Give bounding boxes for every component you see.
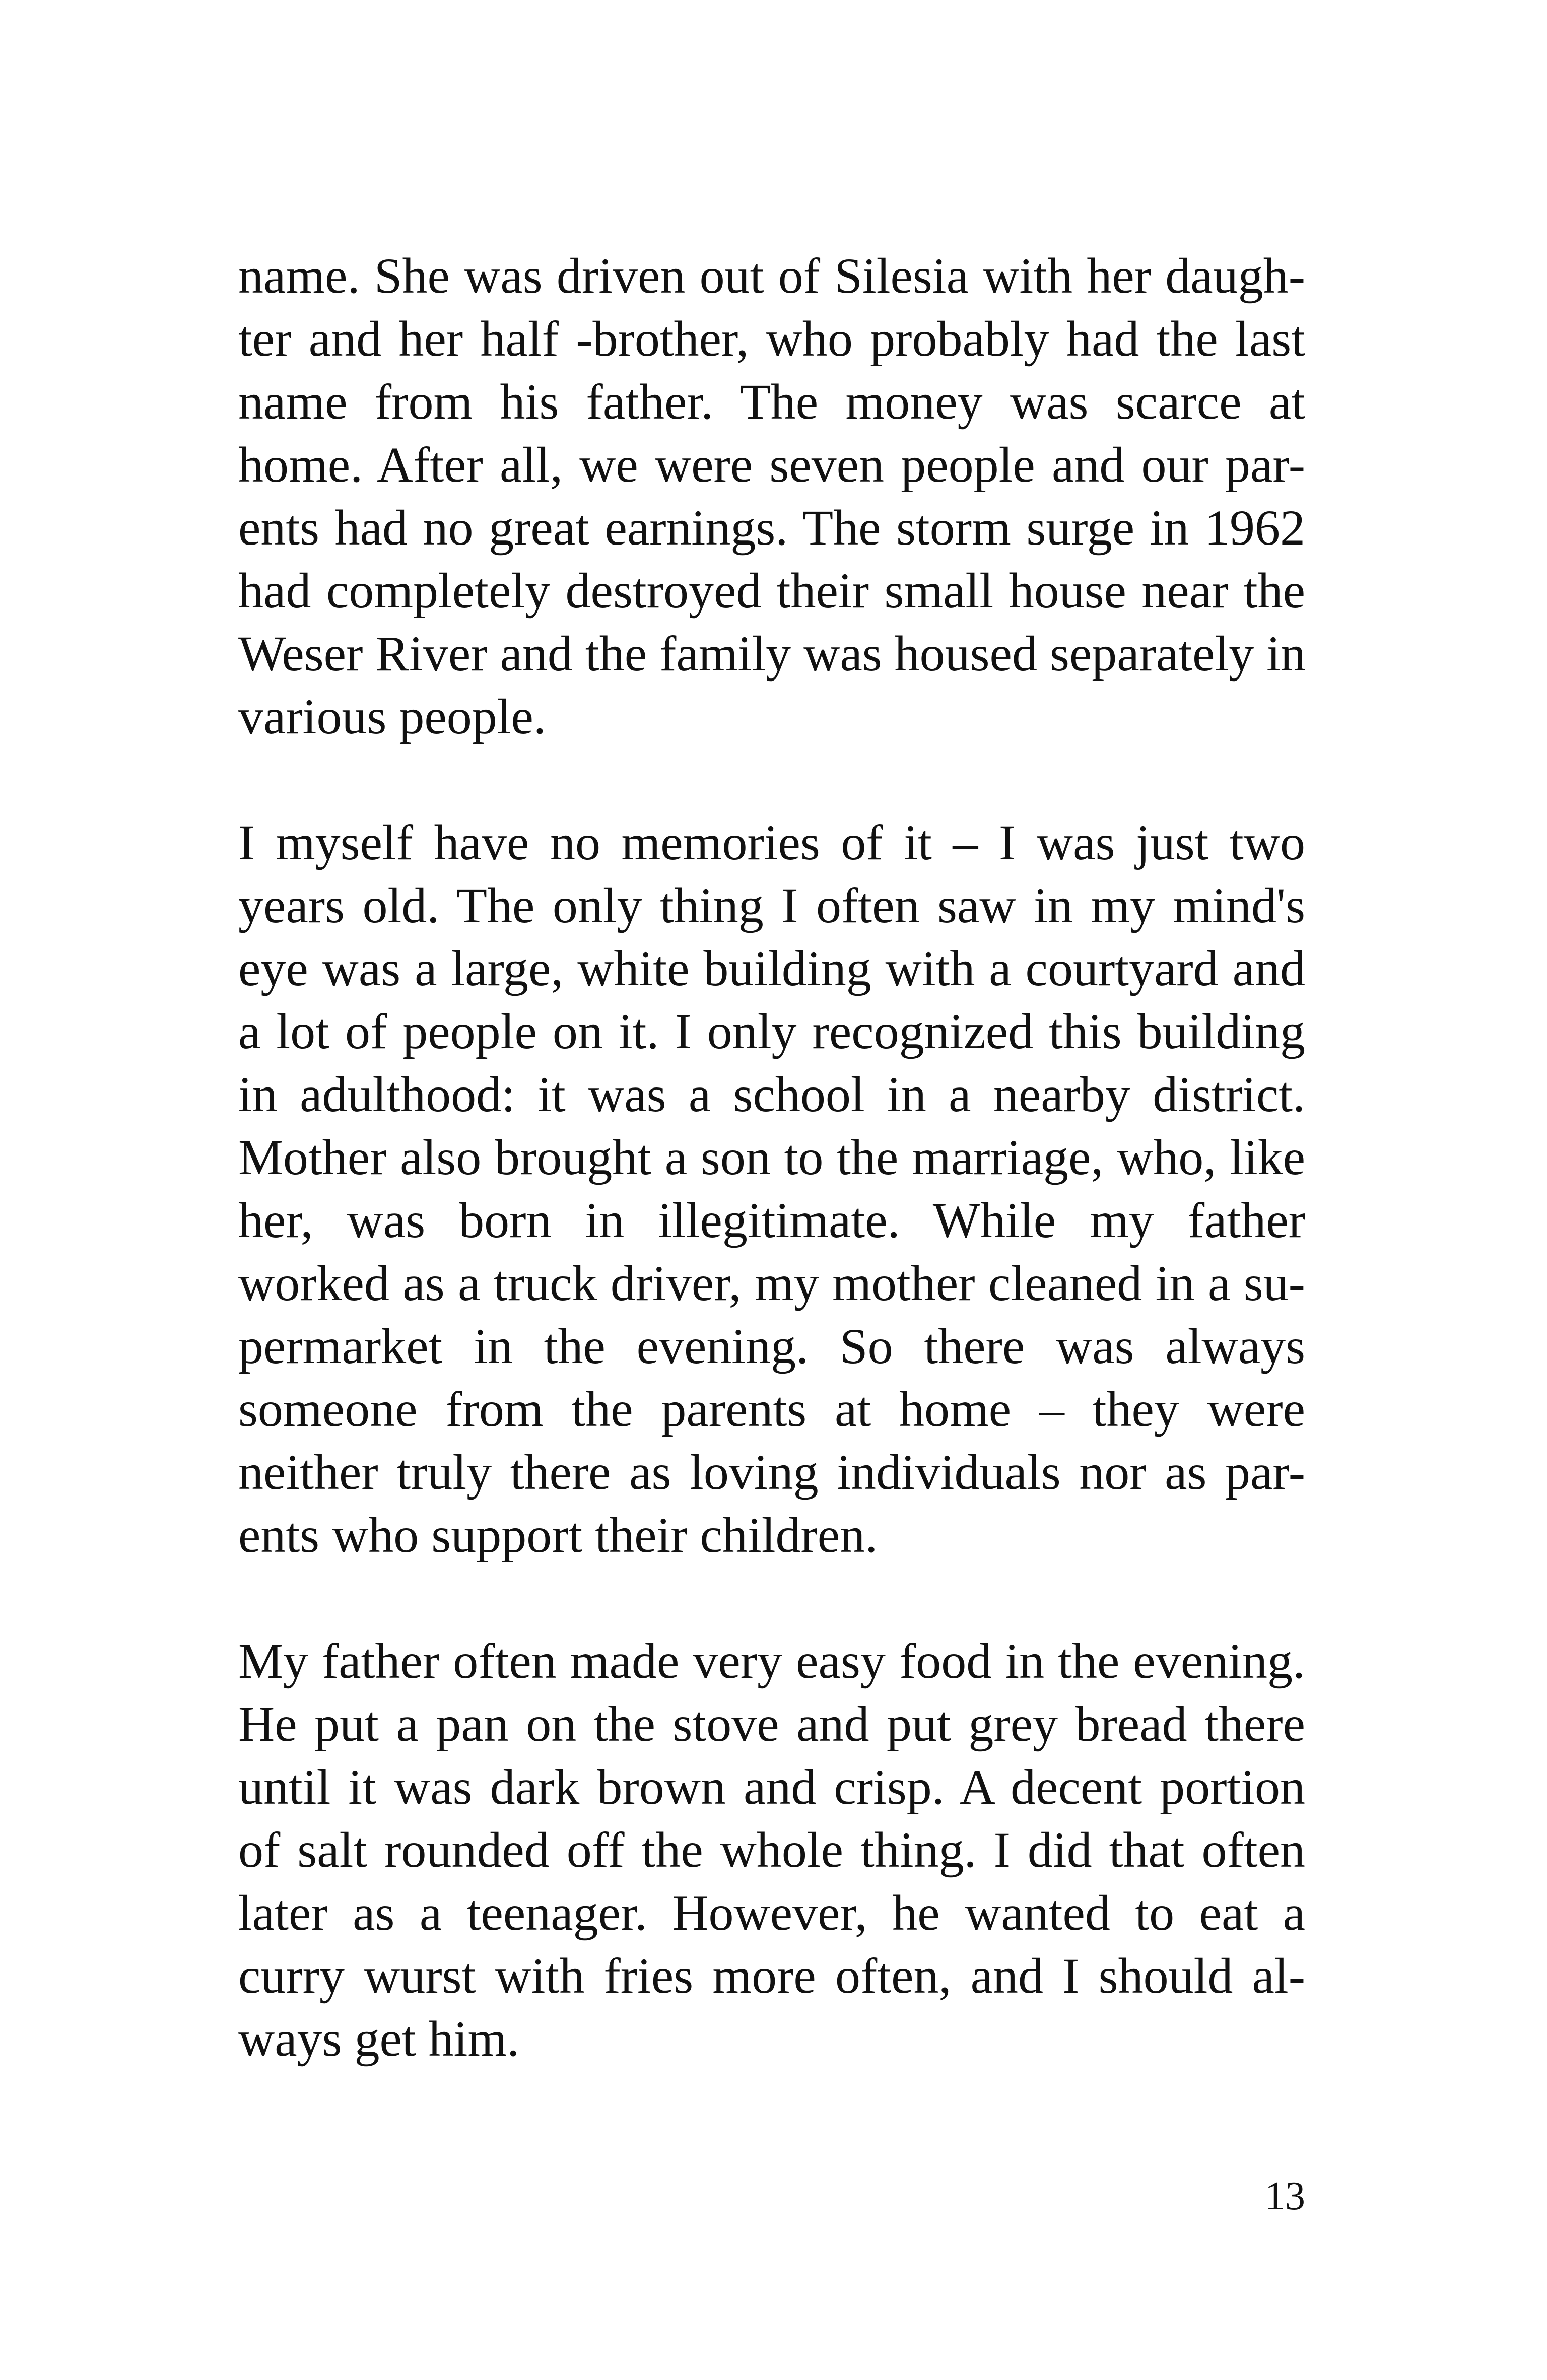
text-line: years old. The only thing I often saw in my mind's — [238, 877, 1305, 933]
text-line: eye was a large, white building with a courtyard and — [238, 940, 1305, 996]
text-line: home. After all, we were seven people and our par- — [238, 437, 1305, 493]
text-line: someone from the parents at home – they were — [238, 1381, 1305, 1437]
text-line: worked as a truck driver, my mother cleaned in a su- — [238, 1255, 1305, 1311]
text-line: her, was born in illegitimate. While my father — [238, 1192, 1305, 1248]
text-line: later as a teenager. However, he wanted to eat a — [238, 1885, 1305, 1941]
text-line: Mother also brought a son to the marriage, who, like — [238, 1129, 1305, 1185]
text-line: permarket in the evening. So there was always — [238, 1318, 1305, 1374]
paragraph-spacer — [238, 748, 1305, 811]
text-line: ways get him. — [238, 2011, 520, 2067]
text-line: had completely destroyed their small house near the — [238, 563, 1305, 619]
text-line: ents had no great earnings. The storm surge in 1962 — [238, 500, 1305, 556]
text-line: of salt rounded off the whole thing. I did that often — [238, 1822, 1305, 1878]
text-line: ents who support their children. — [238, 1507, 878, 1563]
text-line: neither truly there as loving individuals nor as par- — [238, 1444, 1305, 1500]
page-number: 13 — [1265, 2174, 1305, 2218]
text-line: ter and her half -brother, who probably had the last — [238, 311, 1305, 367]
text-line: until it was dark brown and crisp. A decent portion — [238, 1759, 1305, 1815]
text-line: curry wurst with fries more often, and I should al- — [238, 1948, 1305, 2004]
paragraph-spacer — [238, 1567, 1305, 1629]
paragraph-3 — [238, 1629, 1305, 2070]
text-line: He put a pan on the stove and put grey bread there — [238, 1696, 1305, 1752]
text-line: I myself have no memories of it – I was just two — [238, 814, 1305, 870]
text-line: in adulthood: it was a school in a nearby district. — [238, 1066, 1305, 1122]
text-line: My father often made very easy food in the evening. — [238, 1633, 1305, 1689]
text-line: name. She was driven out of Silesia with her daugh- — [238, 248, 1305, 304]
text-line: various people. — [238, 689, 546, 744]
text-line: Weser River and the family was housed separately in — [238, 626, 1306, 682]
paragraph-2 — [238, 811, 1305, 1567]
text-line: name from his father. The money was scarce at — [238, 374, 1305, 430]
body-text — [238, 244, 1305, 2070]
text-line: a lot of people on it. I only recognized this building — [238, 1003, 1305, 1059]
paragraph-1 — [238, 244, 1305, 748]
